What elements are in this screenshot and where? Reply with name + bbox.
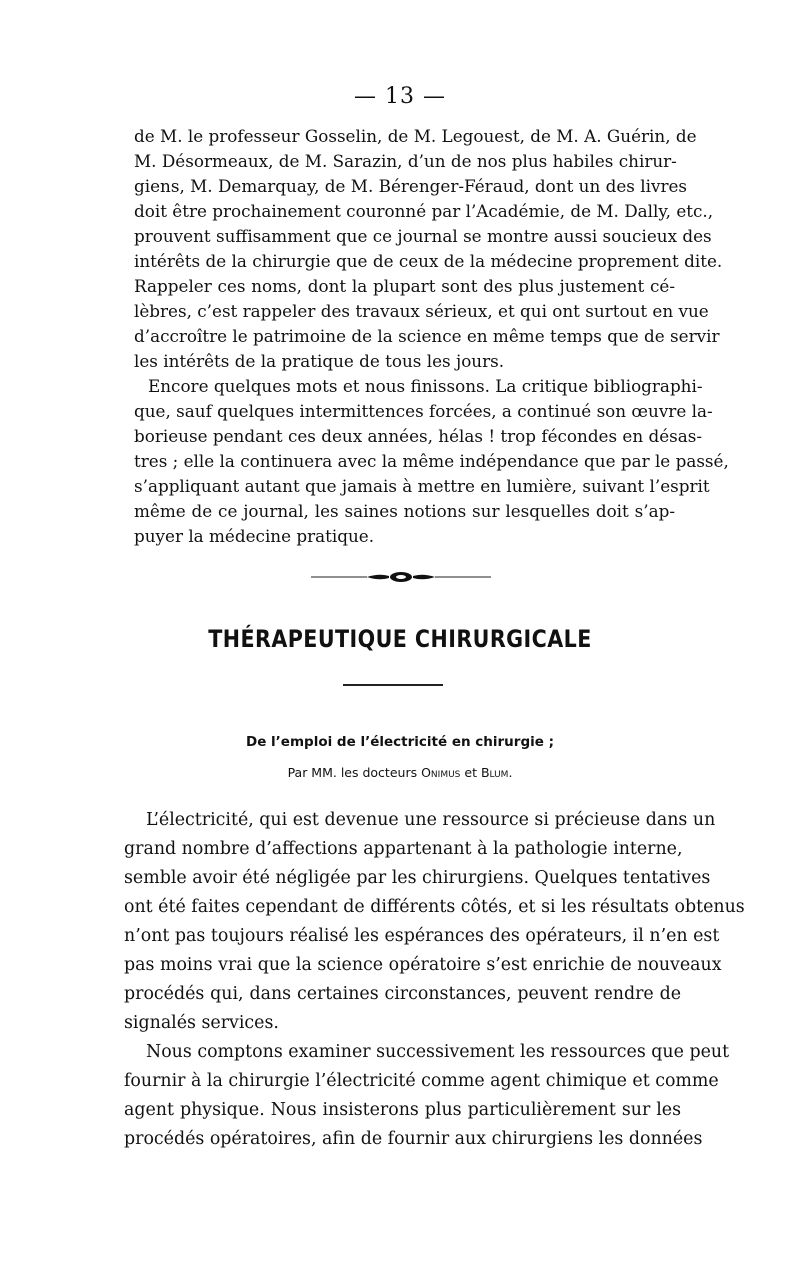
page-number: — 13 — [354,84,446,109]
title-rule [343,684,443,686]
byline-prefix: Par MM. les docteurs [287,765,418,780]
article-title: De l’emploi de l’électricité en chirurgie ; [245,734,554,750]
text-line: les intérêts de la pratique de tous les jours. [134,351,505,371]
section-title: THÉRAPEUTIQUE CHIRURGICALE [208,625,592,653]
text-line: que, sauf quelques intermittences forcées, a continué son œuvre la- [134,401,713,421]
text-line: procédés opératoires, afin de fournir aux chirurgiens les données [124,1129,703,1149]
text-line: pas moins vrai que la science opératoire s’est enrichie de nouveaux [124,955,722,975]
author-name: Onimus [421,765,461,780]
text-line: Encore quelques mots et nous finissons. La critique bibliographi- [148,376,703,396]
byline-conjunction: et [464,765,477,780]
text-line: intérêts de la chirurgie que de ceux de la médecine proprement dite. [134,251,723,271]
text-line: giens, M. Demarquay, de M. Bérenger-Féraud, dont un des livres [134,176,688,196]
author-name: Blum. [480,765,513,780]
byline [0,765,800,780]
text-line: s’appliquant autant que jamais à mettre en lumière, suivant l’esprit [134,476,710,496]
text-line: agent physique. Nous insisterons plus particulièrement sur les [124,1100,681,1120]
text-line: grand nombre d’affections appartenant à la pathologie interne, [124,839,683,859]
text-line: ont été faites cependant de différents côtés, et si les résultats obtenus [124,897,745,917]
text-line: doit être prochainement couronné par l’Académie, de M. Dally, etc., [134,201,714,221]
text-line: M. Désormeaux, de M. Sarazin, d’un de nos plus habiles chirur- [134,151,677,171]
text-line: procédés qui, dans certaines circonstances, peuvent rendre de [124,984,681,1004]
text-line: borieuse pendant ces deux années, hélas ! trop fécondes en désas- [134,426,703,446]
text-line: prouvent suffisamment que ce journal se montre aussi soucieux des [134,226,712,246]
text-line: Rappeler ces noms, dont la plupart sont des plus justement cé- [134,276,675,296]
text-line: de M. le professeur Gosselin, de M. Legouest, de M. A. Guérin, de [134,126,697,146]
text-line: fournir à la chirurgie l’électricité comme agent chimique et comme [124,1071,719,1091]
text-line: Nous comptons examiner successivement les ressources que peut [146,1042,730,1062]
text-line: même de ce journal, les saines notions sur lesquelles doit s’ap- [134,501,675,521]
text-line: semble avoir été négligée par les chirurgiens. Quelques tentatives [124,868,711,888]
text-line: signalés services. [124,1013,279,1033]
text-line: d’accroître le patrimoine de la science en même temps que de servir [134,326,720,346]
text-line: tres ; elle la continuera avec la même indépendance que par le passé, [134,451,729,471]
ornament-divider-icon [311,570,491,584]
text-line: n’ont pas toujours réalisé les espérances des opérateurs, il n’en est [124,926,720,946]
text-line: L’électricité, qui est devenue une ressource si précieuse dans un [146,810,716,830]
text-line: lèbres, c’est rappeler des travaux sérieux, et qui ont surtout en vue [134,301,709,321]
text-line: puyer la médecine pratique. [134,526,375,546]
